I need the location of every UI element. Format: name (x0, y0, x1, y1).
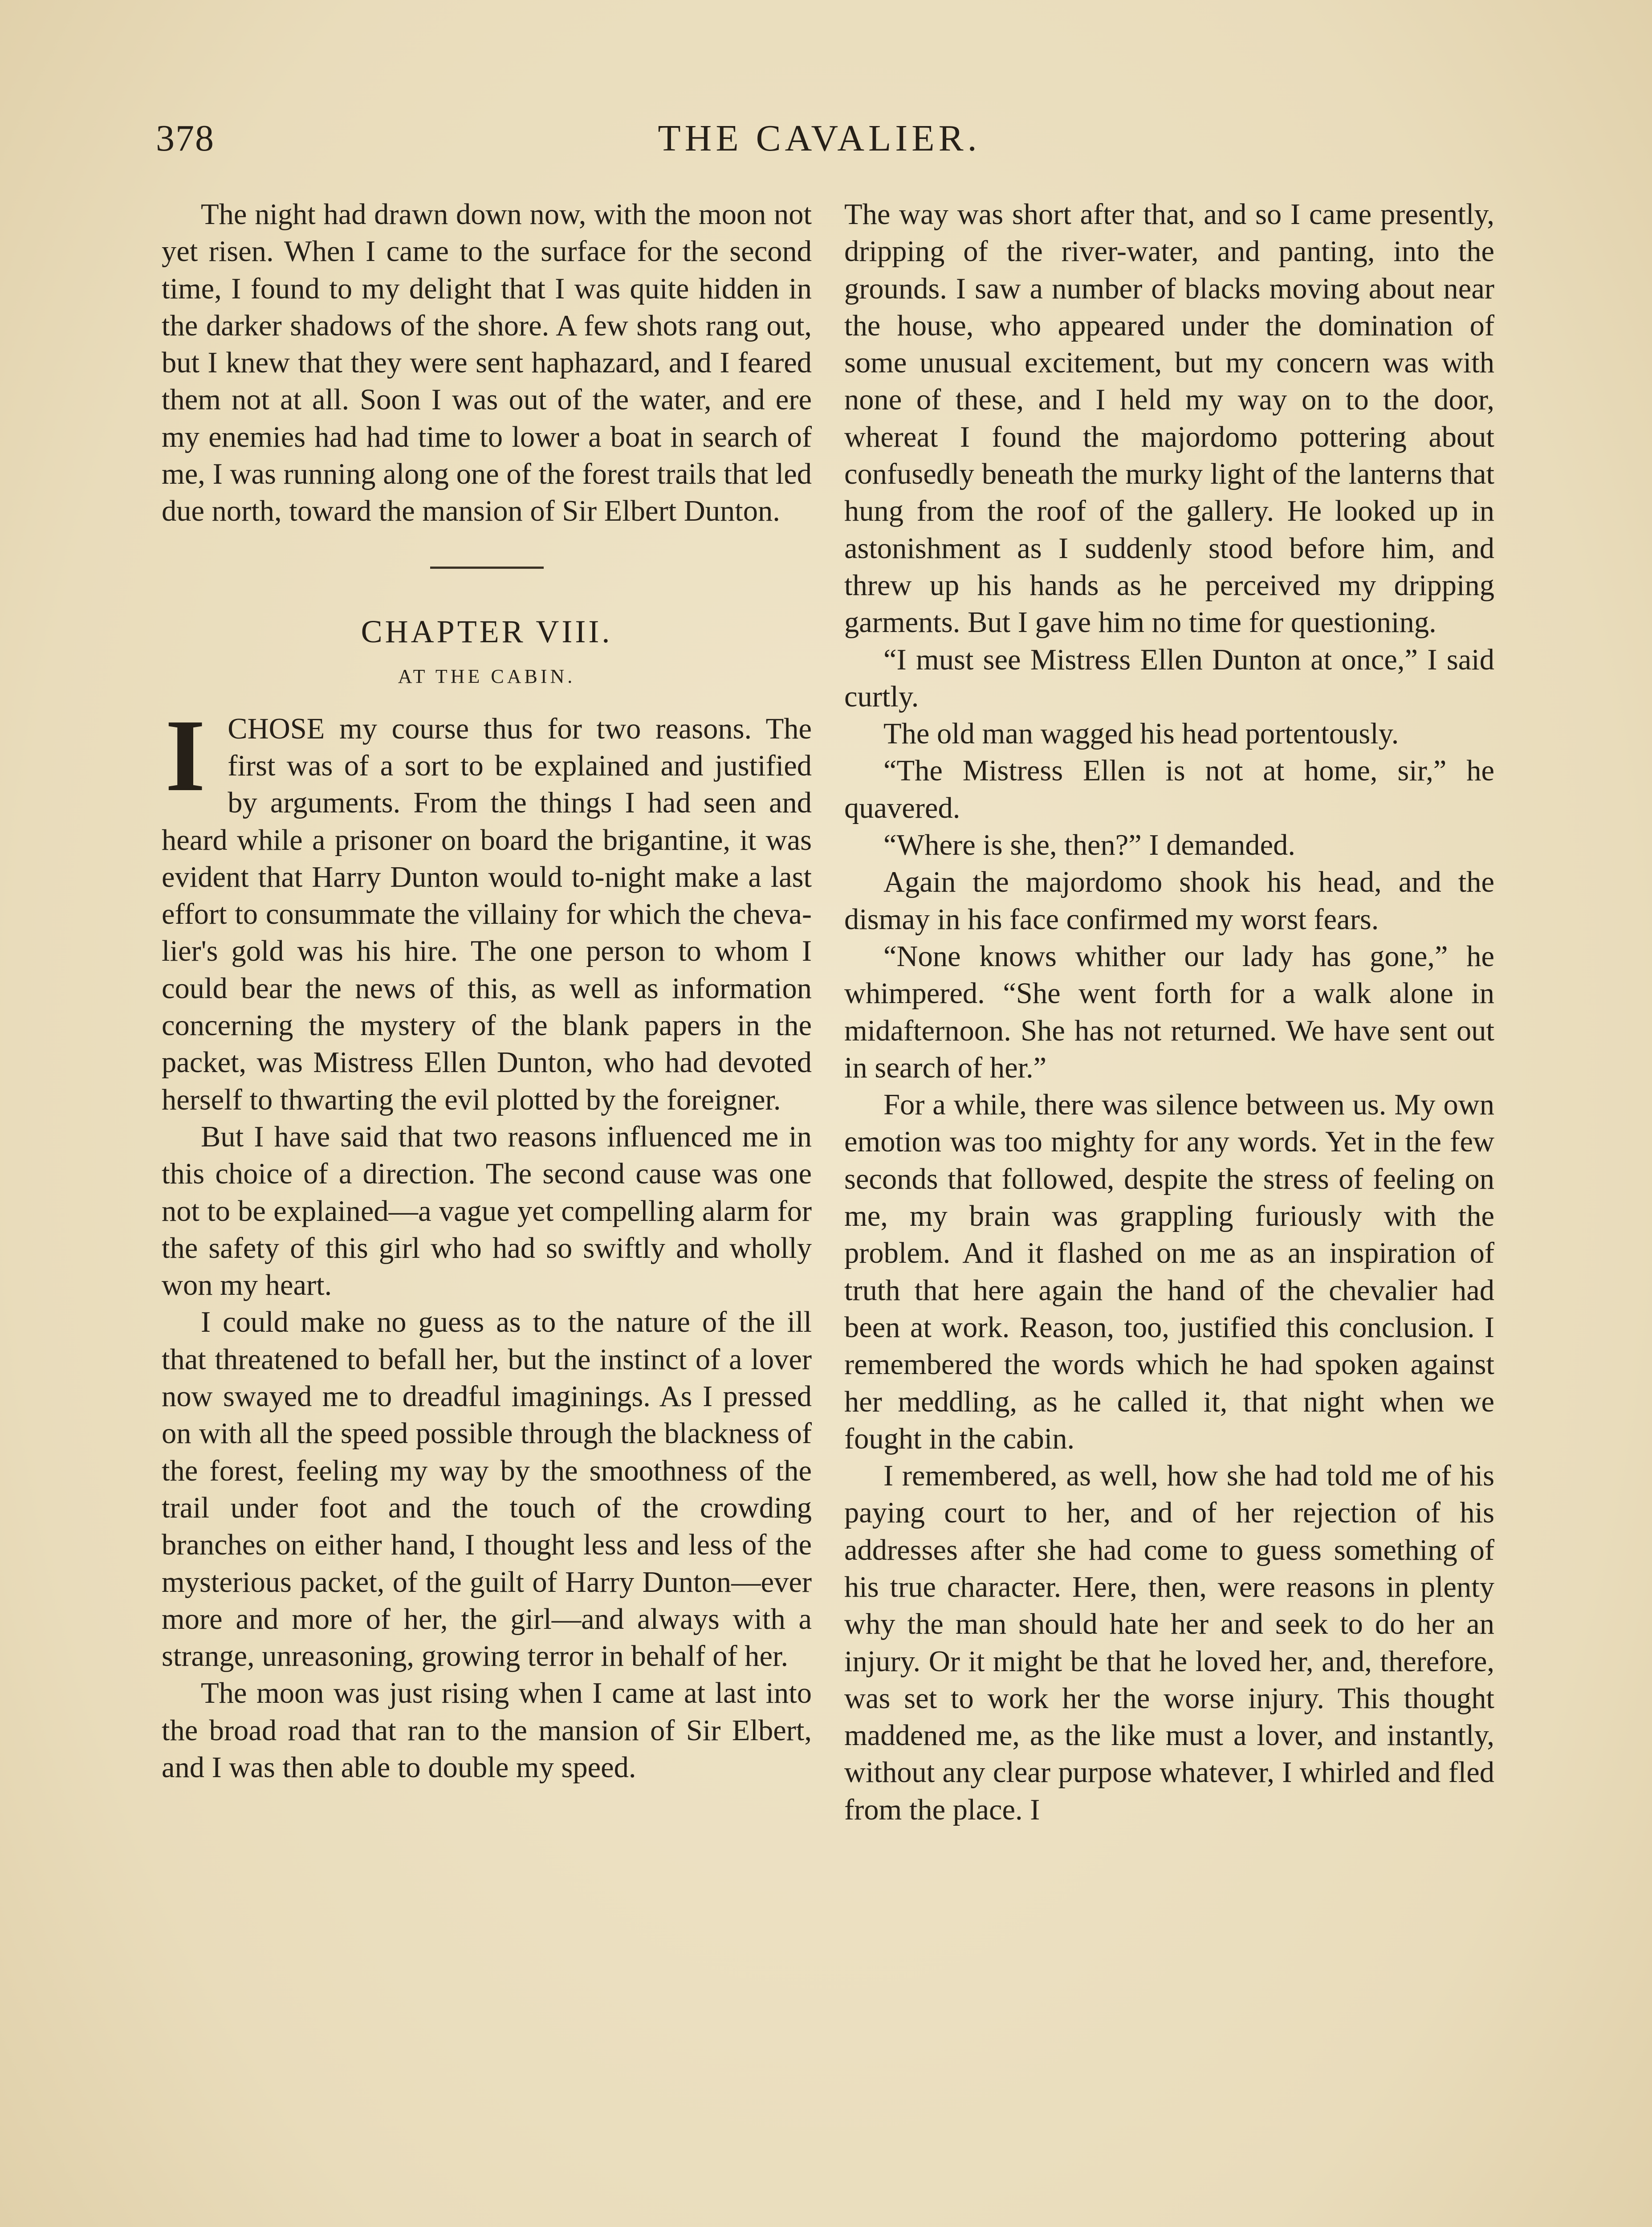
right-column (844, 196, 1494, 1828)
page-number: 378 (156, 118, 215, 159)
chapter-subtitle: AT THE CABIN. (398, 665, 576, 687)
paragraph: I remembered, as well, how she had told me of his paying court to her, and of her rejection of his addresses after she had come to guess something of his true character. Here, then, were reasons in plenty why the man should hate her and seek to do her an injury. Or it might be that he loved her, and, therefore, was set to work her the worse injury. This thought maddened me, as the like must a lover, and instantly, without any clear purpose whatever, I whirled and fled from the place. I (844, 1460, 1494, 1826)
left-column (162, 196, 812, 1786)
paragraph: The night had drawn down now, with the moon not yet risen. When I came to the surface for the second time, I found to my delight that I was quite hidden in the darker shadows of the shore. A few shots rang out, but I knew that they were sent haphazard, and I feared them not at all. Soon I was out of the water, and ere my enemies had had time to lower a boat in search of me, I was running along one of the forest trails that led due north, toward the mansion of Sir Elbert Dunton. (162, 198, 812, 528)
opening-paragraph (162, 698, 812, 1118)
drop-cap: I (165, 698, 206, 813)
paragraph: “The Mistress Ellen is not at home, sir,” he quavered. (844, 755, 1494, 824)
paragraph: “None knows whither our lady has gone,” he whimpered. “She went forth for a walk alone in midafternoon. She has not returned. We have sent out in search of her.” (844, 940, 1494, 1084)
section-divider (430, 567, 544, 569)
paragraph-text: CHOSE my course thus for two reasons. The first was of a sort to be explained and justified by arguments. From the things I had seen and heard while a prisoner on board the brigantine, it was evident that Harry Dunton would to-night make a last effort to consummate the villainy for which the chevalier's gold was his hire. The one person to whom I could bear the news of this, as well as information concerning the mystery of the blank papers in the packet, was Mistress Ellen Dunton, who had devoted herself to thwarting the evil plotted by the foreigner. (162, 712, 812, 1116)
paragraph: The moon was just rising when I came at last into the broad road that ran to the mansion of Sir Elbert, and I was then able to double my speed. (162, 1677, 812, 1784)
paragraph: The way was short after that, and so I came presently, dripping of the river-water, and panting, into the grounds. I saw a number of blacks moving about near the house, who appeared under the domination of some unusual excitement, but my concern was with none of these, and I held my way on to the door, whereat I found the majordomo pottering about confusedly beneath the murky light of the lanterns that hung from the roof of the gallery. He looked up in astonishment as I suddenly stood before him, and threw up his hands as he perceived my dripping garments. But I gave him no time for questioning. (844, 198, 1494, 639)
paragraph: For a while, there was silence between us. My own emotion was too mighty for any words. Yet in the few seconds that followed, despite the stress of feeling on me, my brain was grappling furiously with the problem. And it flashed on me as an inspiration of truth that here again the hand of the chevalier had been at work. Reason, too, justified this conclusion. I remembered the words which he had spoken against her meddling, as he called it, that night when we fought in the cabin. (844, 1089, 1494, 1455)
paragraph: But I have said that two reasons influenced me in this choice of a direction. The second cause was one not to be explained—a vague yet compelling alarm for the safety of this girl who had so swiftly and wholly won my heart. (162, 1120, 812, 1302)
chapter-title: CHAPTER VIII. (361, 613, 613, 649)
page-header (156, 117, 1483, 170)
paragraph: I could make no guess as to the nature of the ill that threatened to befall her, but the instinct of a lover now swayed me to dreadful imaginings. As I pressed on with all the speed possible through the blackness of the forest, feeling my way by the smoothness of the trail under foot and the touch of the crowding branches on either hand, I thought less and less of the mysterious packet, of the guilt of Harry Dunton—ever more and more of her, the girl—and always with a strange, unreasoning, growing terror in behalf of her. (162, 1306, 812, 1673)
paragraph: “I must see Mistress Ellen Dunton at once,” I said curtly. (844, 643, 1494, 713)
running-title: THE CAVALIER. (658, 118, 981, 159)
paragraph: The old man wagged his head portentously. (883, 718, 1399, 750)
paragraph: Again the majordomo shook his head, and the dismay in his face confirmed my worst fears. (844, 866, 1494, 936)
paragraph: “Where is she, then?” I demanded. (883, 829, 1296, 862)
